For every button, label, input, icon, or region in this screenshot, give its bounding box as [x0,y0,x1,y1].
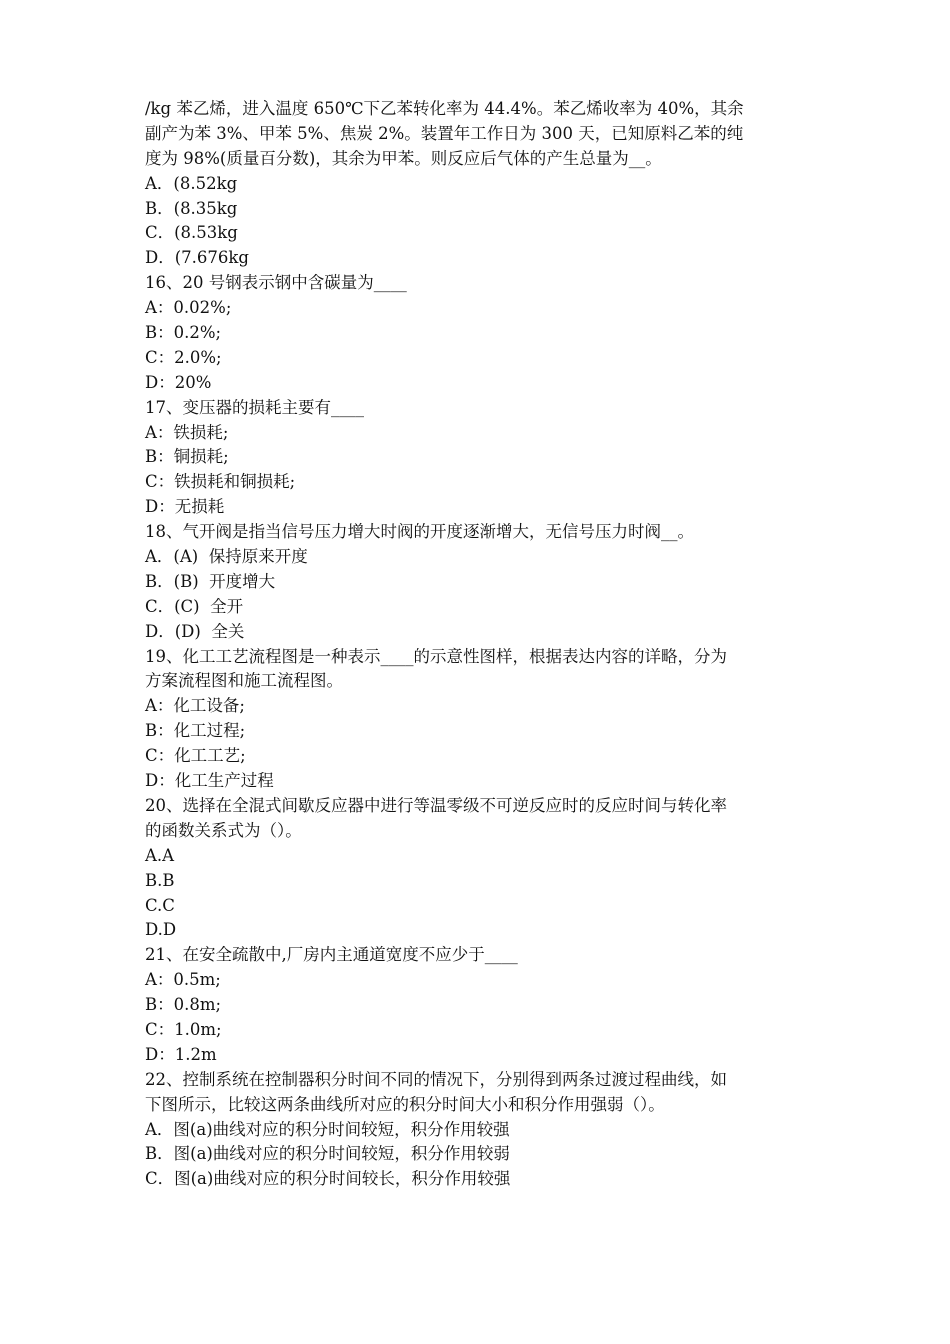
option-line: A：化工设备; [145,696,245,716]
option-line: A.A [145,845,175,865]
question-21: 21、在安全疏散中,厂房内主通道宽度不应少于____ [145,945,518,965]
option-line: D．(D) 全关 [145,621,245,641]
option-line: B：0.2%; [145,323,222,343]
document-body [145,97,810,1192]
option-line: B．(B) 开度增大 [145,571,276,591]
text-line: /kg 苯乙烯，进入温度 650℃下乙苯转化率为 44.4%。苯乙烯收率为 40%，其余 [145,99,744,118]
option-line: D．(7.676kg [145,248,249,268]
option-line: B：铜损耗; [145,447,229,467]
option-line: B：0.8m; [145,995,222,1015]
option-line: B．(8.35kg [145,198,238,218]
question-18: 18、气开阀是指当信号压力增大时阀的开度逐渐增大，无信号压力时阀__。 [145,522,694,542]
option-line: C：1.0m; [145,1019,222,1039]
option-line: C：铁损耗和铜损耗; [145,472,296,492]
text-line: 度为 98%(质量百分数)，其余为甲苯。则反应后气体的产生总量为__。 [145,148,662,168]
option-line: C：2.0%; [145,347,222,367]
option-line: B：化工过程; [145,721,246,741]
option-line: A．图(a)曲线对应的积分时间较短，积分作用较强 [145,1119,510,1139]
question-17: 17、变压器的损耗主要有____ [145,397,364,417]
option-line: D：无损耗 [145,497,225,517]
text-line: 下图所示，比较这两条曲线所对应的积分时间大小和积分作用强弱（）。 [145,1094,665,1114]
option-line: C．图(a)曲线对应的积分时间较长，积分作用较强 [145,1169,511,1189]
option-line: C.C [145,895,175,915]
option-line: C：化工工艺; [145,746,246,766]
option-line: C．(8.53kg [145,223,238,243]
option-line: C．(C) 全开 [145,596,244,616]
option-line: B.B [145,870,175,890]
option-line: A．(A) 保持原来开度 [145,547,308,567]
option-line: D：20% [145,372,212,392]
option-line: D：1.2m [145,1044,217,1064]
question-19: 19、化工工艺流程图是一种表示____的示意性图样，根据表达内容的详略，分为 [145,646,727,666]
text-line: 的函数关系式为（）。 [145,820,302,840]
option-line: A：铁损耗; [145,422,229,442]
question-20: 20、选择在全混式间歇反应器中进行等温零级不可逆反应时的反应时间与转化率 [145,795,727,815]
option-line: D：化工生产过程 [145,771,274,791]
question-22: 22、控制系统在控制器积分时间不同的情况下，分别得到两条过渡过程曲线，如 [145,1069,727,1089]
question-16: 16、20 号钢表示钢中含碳量为____ [145,273,407,293]
text-line: 方案流程图和施工流程图。 [145,671,343,691]
option-line: B．图(a)曲线对应的积分时间较短，积分作用较弱 [145,1144,510,1164]
option-line: A：0.02%; [145,298,232,318]
option-line: A．(8.52kg [145,173,238,193]
option-line: D.D [145,920,177,940]
text-line: 副产为苯 3%、甲苯 5%、焦炭 2%。装置年工作日为 300 天，已知原料乙苯的纯 [145,123,744,143]
option-line: A：0.5m; [145,970,221,990]
